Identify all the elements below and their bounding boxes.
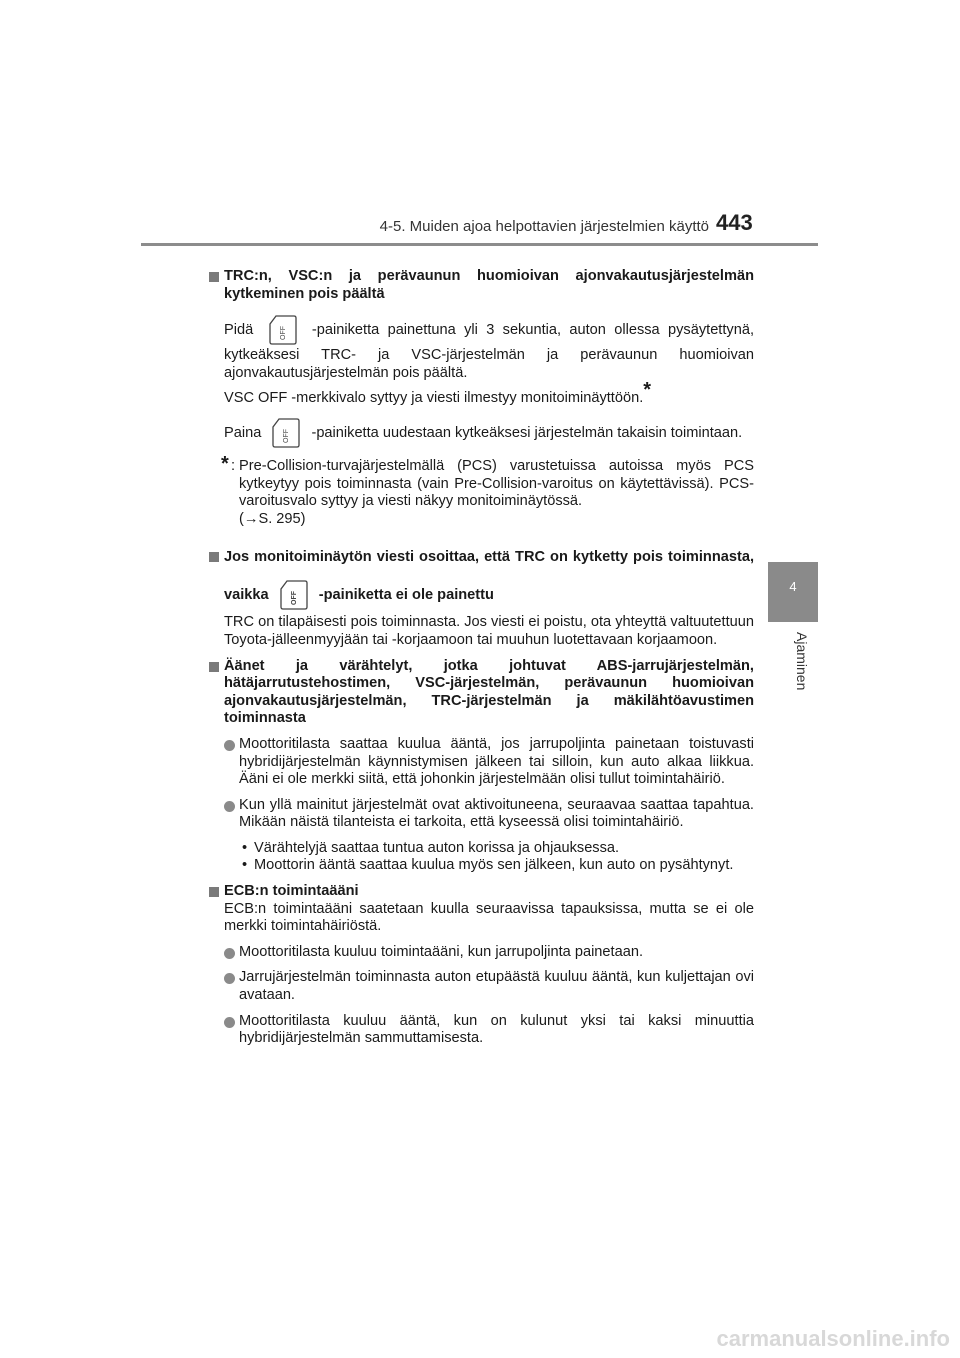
- list-item: Moottoritilasta saattaa kuulua ääntä, jos jarrupoljinta painetaan toistuvasti hybridijärjestelmän käynnistymisen jälkeen tai silloin, kun auto alkaa liikkua. Ääni ei ole merkki siitä, että johonkin järjestelmään olisi tullut toimintahäiriö.: [209, 736, 754, 789]
- section-heading-trc-vsc-off: TRC:n, VSC:n ja perävaunun huomioivan ajonvakautusjärjestelmän kytkeminen pois päältä: [209, 268, 754, 303]
- circle-bullet-icon: [224, 973, 235, 984]
- list-item: Moottoritilasta kuuluu toimintaääni, kun jarrupoljinta painetaan.: [209, 944, 754, 962]
- svg-text:OFF: OFF: [283, 428, 291, 443]
- svg-text:OFF: OFF: [279, 326, 287, 341]
- paragraph-indicator: VSC OFF -merkkivalo syttyy ja viesti ilmestyy monitoiminäyttöön.*: [224, 379, 652, 407]
- square-marker-icon: [209, 662, 219, 672]
- sub-list-item: • Värähtelyjä saattaa tuntua auton korissa ja ohjauksessa.: [242, 839, 620, 856]
- list-item: Jarrujärjestelmän toiminnasta auton etupäästä kuuluu ääntä, kun kuljettajan ovi avataan.: [209, 969, 754, 1004]
- vsc-off-button-icon: [268, 313, 298, 347]
- vsc-off-button-icon: [279, 578, 309, 612]
- paragraph-trc-info: TRC on tilapäisesti pois toiminnasta. Jos viesti ei poistu, ota yhteyttä valtuutettuun Toyota-jälleenmyyjään tai -korjaamoon tai muuhun luotettavaan korjaamoon.: [224, 614, 754, 648]
- paragraph-ecb-info: ECB:n toimintaääni saatetaan kuulla seuraavissa tapauksissa, mutta se ei ole merkki toimintahäiriöstä.: [224, 900, 754, 935]
- section-heading-sounds-vibrations: Äänet ja värähtelyt, jotka johtuvat ABS-jarrujärjestelmän, hätäjarrutustehostimen, VSC-järjestelmän, perävaunun huomioivan ajonvakautusjärjestelmän, TRC-järjestelmän ja mäkilähtöavustimen toiminnasta: [209, 658, 754, 728]
- circle-bullet-icon: [224, 948, 235, 959]
- circle-bullet-icon: [224, 801, 235, 812]
- header-rule: [141, 243, 818, 246]
- vsc-off-button-icon: [271, 416, 301, 450]
- section-heading-trc-message: Jos monitoiminäytön viesti osoittaa, että TRC on kytketty pois toiminnasta, vaikka OFF -painiketta ei ole painettu: [209, 538, 754, 614]
- chapter-tab[interactable]: 4: [768, 562, 818, 622]
- list-item: Kun yllä mainitut järjestelmät ovat aktivoituneena, seuraavaa saattaa tapahtua. Mikään näistä tilanteista ei tarkoita, että kyseessä olisi toimintahäiriö.: [209, 797, 754, 832]
- circle-bullet-icon: [224, 1017, 235, 1028]
- svg-text:OFF: OFF: [290, 591, 298, 606]
- square-marker-icon: [209, 887, 219, 897]
- circle-bullet-icon: [224, 740, 235, 751]
- square-marker-icon: [209, 272, 219, 282]
- paragraph-hold-button: Pidä OFF -painiketta painettuna yli 3 sekuntia, auton ollessa pysäytettynä, kytkeäksesi TRC- ja VSC-järjestelmän ja perävaunun huomioivan ajonvakautusjärjestelmän pois päältä.: [209, 313, 754, 382]
- paragraph-press-again: Paina OFF -painiketta uudestaan kytkeäksesi järjestelmän takaisin toimintaan.: [209, 416, 754, 450]
- page-number: 443: [716, 210, 753, 235]
- watermark: carmanualsonline.info: [716, 1326, 950, 1351]
- sub-list-item: • Moottorin ääntä saattaa kuulua myös sen jälkeen, kun auto on pysähtynyt.: [242, 857, 734, 874]
- square-marker-icon: [209, 552, 219, 562]
- page-content: [209, 268, 754, 1048]
- section-heading-ecb-sound: ECB:n toimintaääni: [209, 883, 754, 901]
- footnote: * : Pre-Collision-turvajärjestelmällä (PCS) varustetuissa autoissa myös PCS kytkeytyy pois toiminnasta (vain Pre-Collision-varoitus on käytettävissä). PCS-varoitusvalo syttyy ja viesti näkyy monitoiminäytössä.: [221, 452, 754, 510]
- chapter-label: Ajaminen: [794, 632, 810, 691]
- footnote-reference[interactable]: (→S. 295): [239, 510, 306, 527]
- section-title: 4-5. Muiden ajoa helpottavien järjestelmien käyttö: [379, 218, 709, 235]
- list-item: Moottoritilasta kuuluu ääntä, kun on kulunut yksi tai kaksi minuuttia hybridijärjestelmän sammuttamisesta.: [209, 1013, 754, 1048]
